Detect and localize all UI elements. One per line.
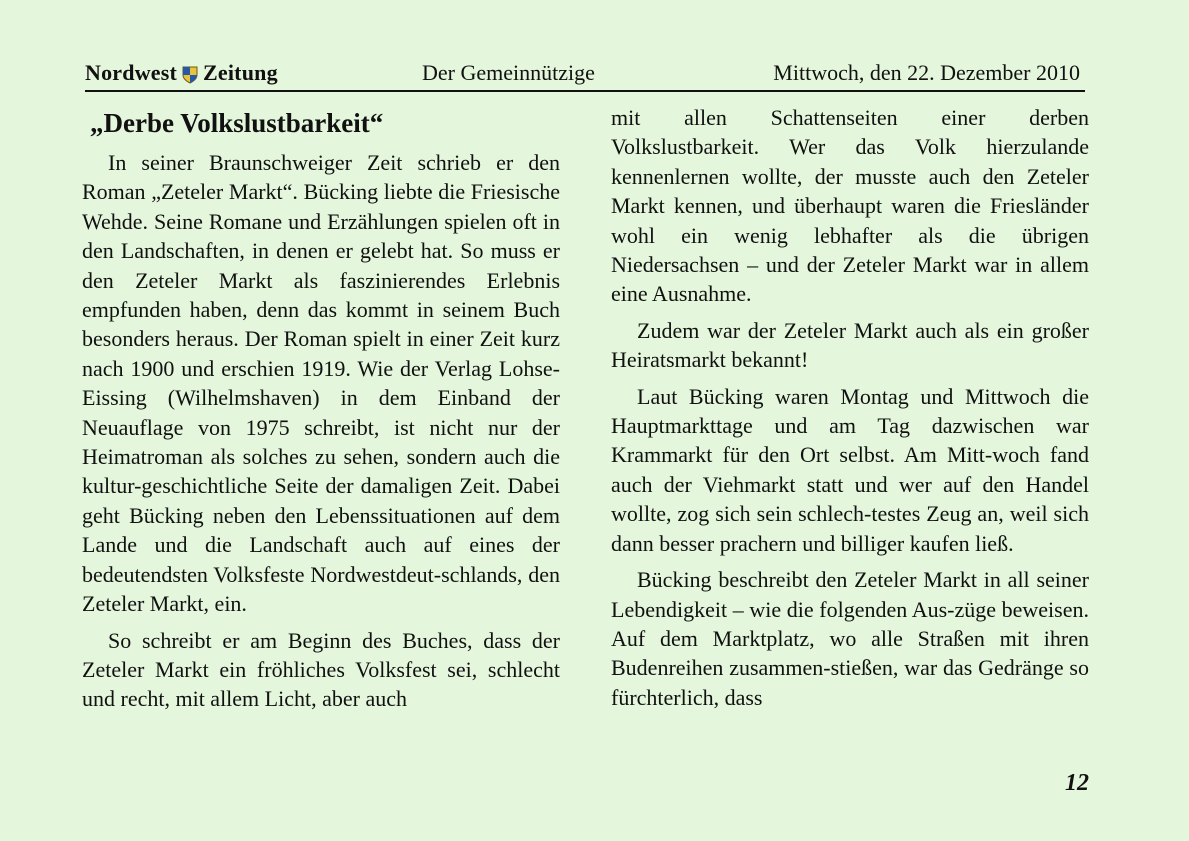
paragraph: Laut Bücking waren Montag und Mittwoch die Hauptmarkttage und am Tag dazwischen war Krammarkt für den Ort selbst. Am Mitt-woch fand auch der Viehmarkt statt und wer auf den Handel wollte, zog sich sein schlech-testes Zeug an, weil sich dann besser prachern und billiger kaufen ließ. <box>611 383 1089 556</box>
article-headline: „Derbe Volkslustbarkeit“ <box>90 108 384 138</box>
left-column <box>82 100 560 721</box>
page-number: 12 <box>1065 770 1089 796</box>
section-title: Der Gemeinnützige <box>422 60 595 85</box>
page-header <box>85 58 1085 92</box>
brand-name-right: Zeitung <box>203 60 278 85</box>
paragraph: mit allen Schattenseiten einer derben Volkslustbarkeit. Wer das Volk hierzulande kennenlernen wollte, der musste auch den Zeteler Markt kennen, und überhaupt waren die Friesländer wohl ein wenig lebhafter als die übrigen Niedersachsen – und der Zeteler Markt war in allem eine Ausnahme. <box>611 105 1089 307</box>
paragraph: Zudem war der Zeteler Markt auch als ein großer Heiratsmarkt bekannt! <box>611 317 1089 373</box>
paragraph: So schreibt er am Beginn des Buches, dass der Zeteler Markt ein fröhliches Volksfest sei, schlecht und recht, mit allem Licht, aber auch <box>82 627 560 712</box>
issue-date: Mittwoch, den 22. Dezember 2010 <box>773 60 1080 85</box>
newspaper-brand <box>85 60 278 86</box>
paragraph: Bücking beschreibt den Zeteler Markt in all seiner Lebendigkeit – wie die folgenden Aus-züge beweisen. Auf dem Marktplatz, wo alle Straßen mit ihren Budenreihen zusammen-stießen, war das Gedränge so fürchterlich, dass <box>611 567 1089 710</box>
paragraph: In seiner Braunschweiger Zeit schrieb er den Roman „Zeteler Markt“. Bücking liebte die Friesische Wehde. Seine Romane und Erzählungen spielen oft in den Landschaften, in denen er gelebt hat. So muss er den Zeteler Markt als faszinierendes Erlebnis empfunden haben, denn das kommt in seinem Buch besonders heraus. Der Roman spielt in einer Zeit kurz nach 1900 und erschien 1919. Wie der Verlag Lohse-Eissing (Wilhelmshaven) in dem Einband der Neuauflage von 1975 schreibt, ist nicht nur der Heimatroman als solches zu sehen, sondern auch die kultur-geschichtliche Seite der damaligen Zeit. Dabei geht Bücking neben den Lebenssituationen auf dem Lande und die Landschaft auch auf eines der bedeutendsten Volksfeste Nordwestdeut-schlands, den Zeteler Markt, ein. <box>82 150 560 617</box>
right-column <box>611 103 1089 719</box>
brand-name-left: Nordwest <box>85 60 178 85</box>
coat-of-arms-icon <box>182 64 198 82</box>
